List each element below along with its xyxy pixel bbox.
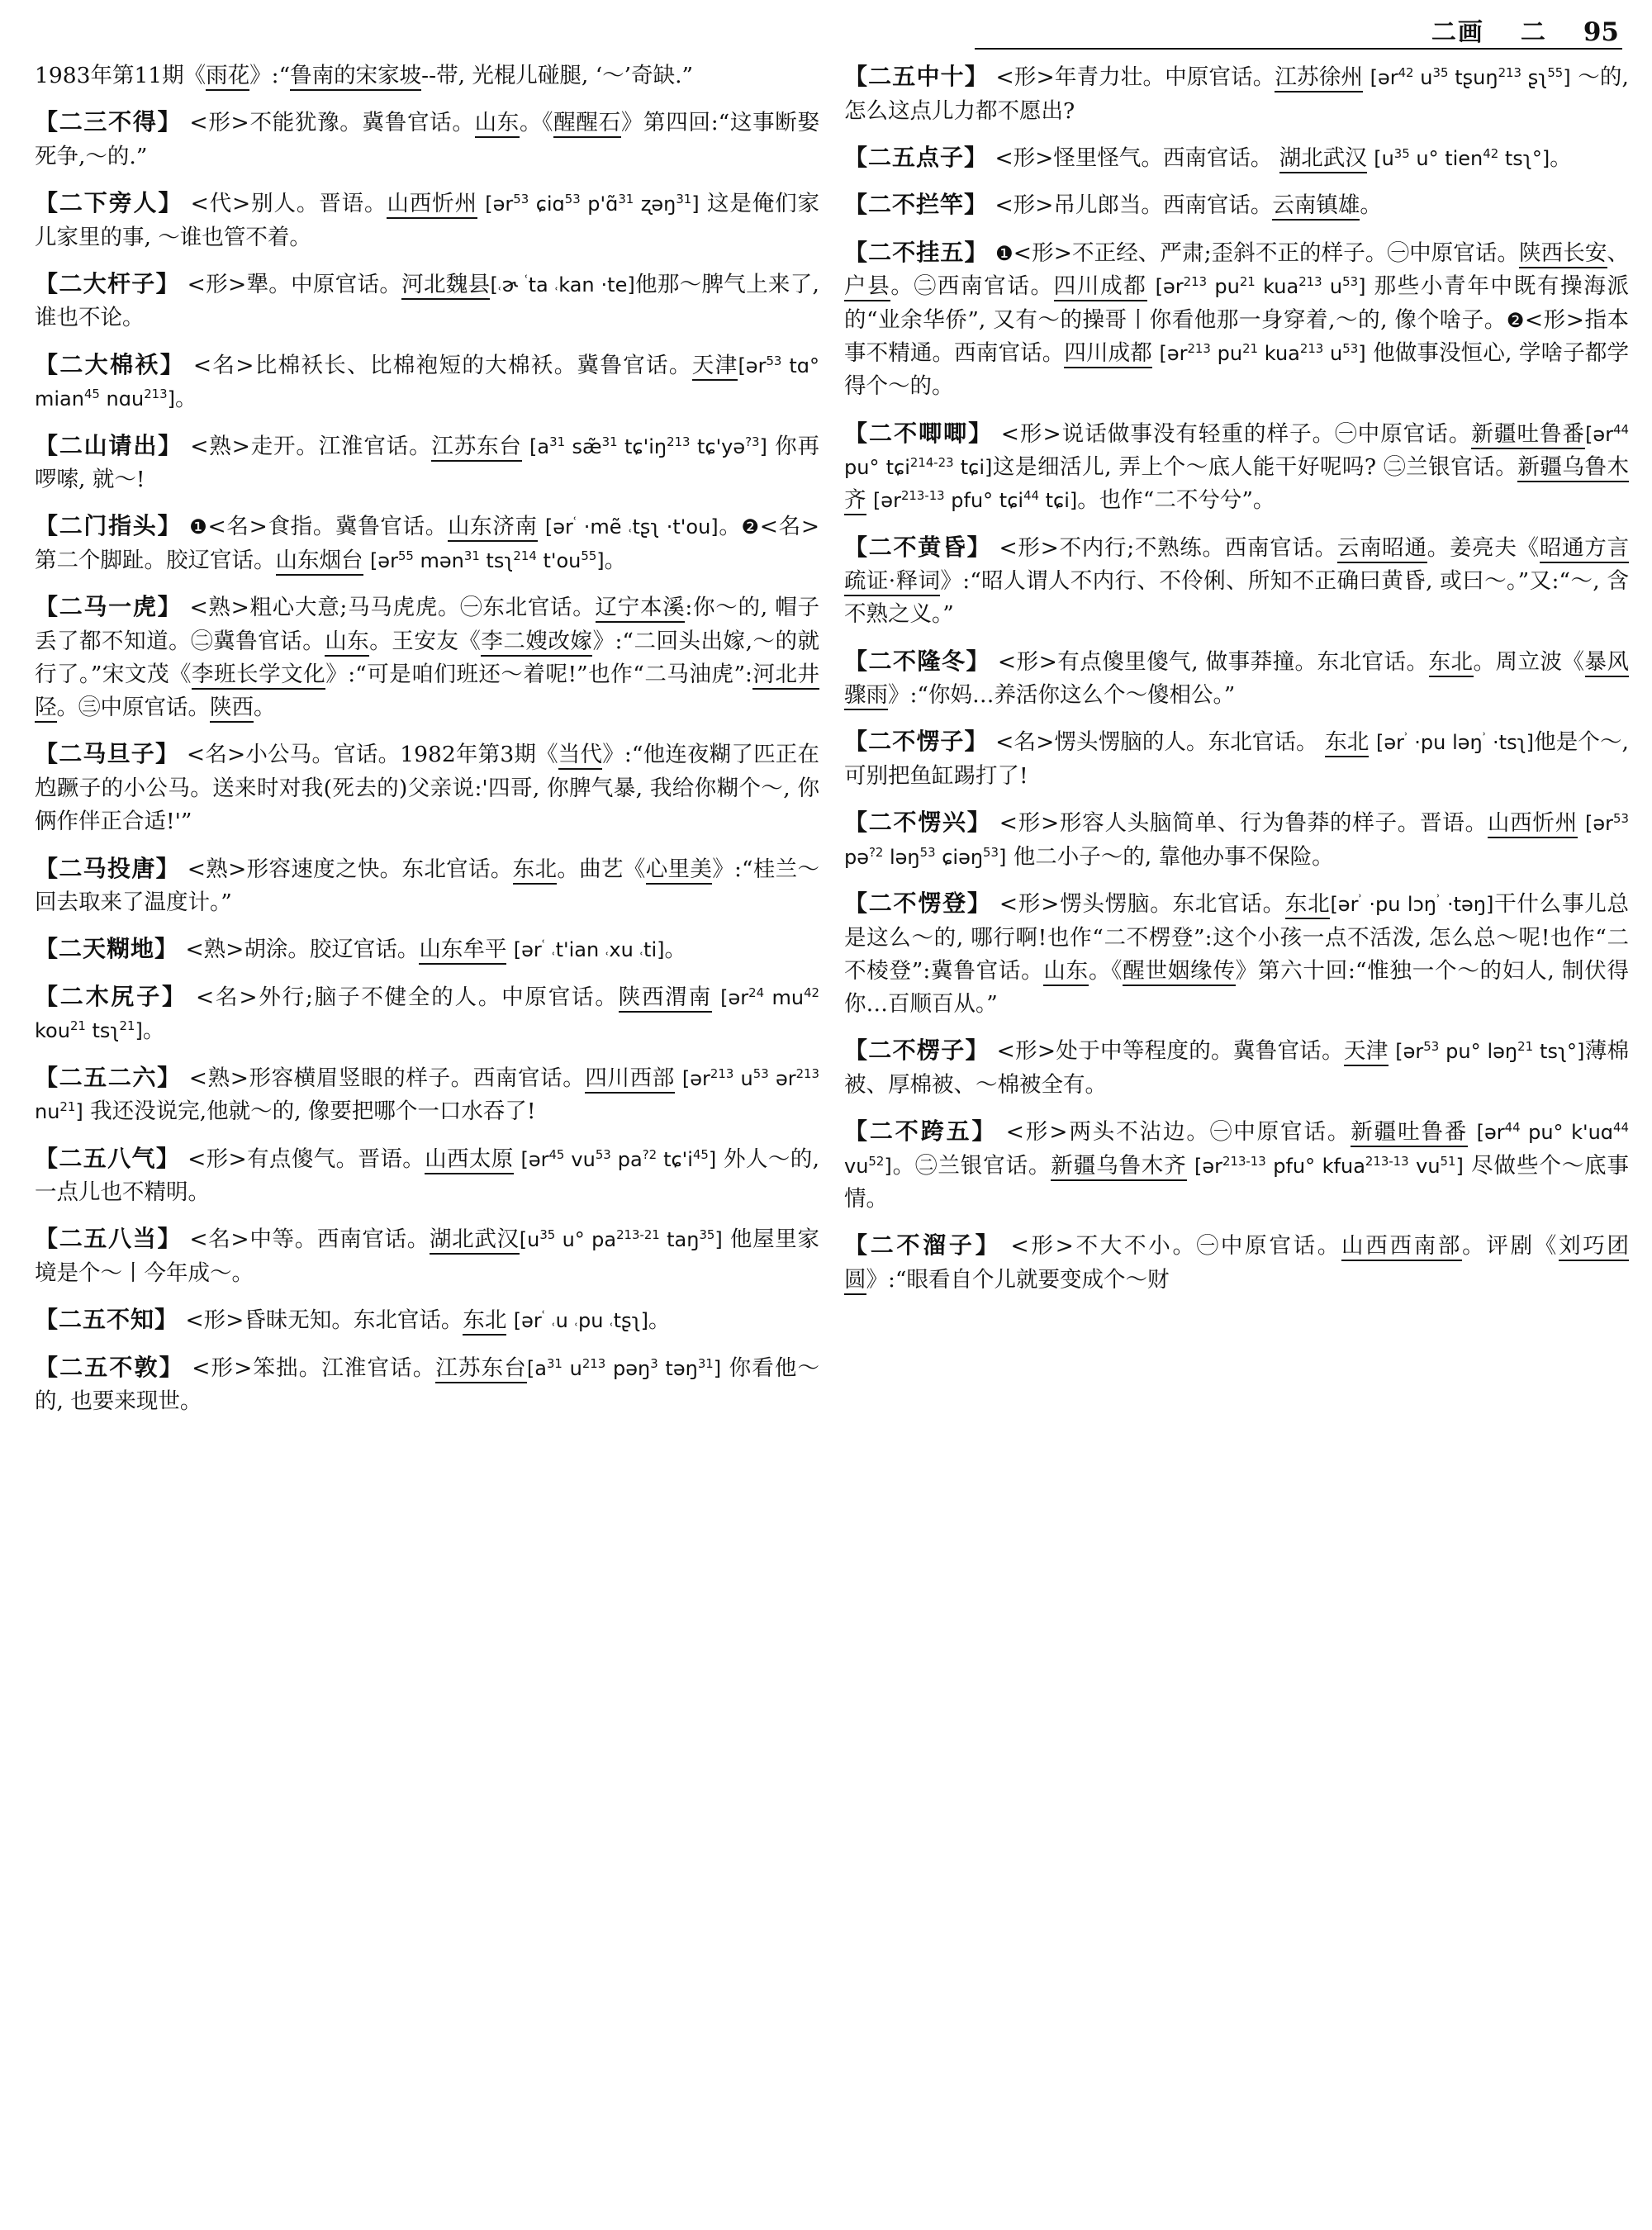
entry-text: 【二五八气】 <形>有点傻气。晋语。山西太原 [ər$^{45}$ $vu^{53}$ $pa^{?2}$ $tɕ'i^{45}$] 外人～的, 一点儿也不精明。 [35, 1144, 819, 1206]
entry-text: 【二木尻子】 <名>外行;脑子不健全的人。中原官话。陕西渭南 [ər$^{24}$ $mu^{42}$ kou$^{21}$ tsʅ$^{21}$]。 [35, 982, 819, 1044]
dictionary-entry [35, 1222, 819, 1290]
entry-text: 【二马一虎】 <熟>粗心大意;马马虎虎。㊀东北官话。辽宁本溪:你～的, 帽子丢了都不知道。㊁冀鲁官话。山东。王安友《李二嫂改嫁》:“二回头出嫁,～的就行了。”宋文茂《李班长学文化》:“可是咱们班还～着呢!”也作“二马油虎”:河北井陉。㊂中原官话。陕西。 [35, 590, 819, 724]
left-column [35, 59, 819, 2223]
entry-text: 【二门指头】 ❶<名>食指。冀鲁官话。山东济南 [ər$^ʿ$ ·mẽ $_ʿ$tʂʅ ·t'ou]。❷<名>第二个脚趾。胶辽官话。山东烟台 [ər$^{55}$ mən$^{31}$ tsʅ$^{214}$ $t'ou^{55}$]。 [35, 509, 819, 577]
entry-text: 【二五不知】 <形>昏昧无知。东北官话。东北 [ər$^ʿ$ $_ʿ$u $_ʿ$pu $_ʿ$tʂʅ]。 [35, 1306, 671, 1336]
entry-text: 【二五八当】 <名>中等。西南官话。湖北武汉[$u^{35}$ u° $pa^{213-21}$ taŋ$^{35}$] 他屋里家境是个～丨今年成～。 [35, 1225, 819, 1286]
header-divider [975, 48, 1622, 50]
header-labels [1431, 12, 1619, 48]
dictionary-entry [844, 805, 1629, 874]
dictionary-entry [844, 886, 1629, 1021]
right-column [844, 59, 1629, 2223]
dictionary-entry [35, 186, 819, 254]
dictionary-entry [844, 1228, 1629, 1297]
dictionary-entry [35, 932, 819, 967]
dictionary-entry [844, 644, 1629, 713]
entry-text: 【二不楞子】 <形>处于中等程度的。冀鲁官话。天津 [ər$^{53}$ pu° ləŋ$^{21}$ tsʅ°]薄棉被、厚棉被、～棉被全有。 [844, 1037, 1629, 1098]
entry-text: 【二不愣子】 <名>愣头愣脑的人。东北官话。 东北 [ər$^ʾ$ ·pu ləŋ$^ʾ$ ·tsʅ]他是个～, 可别把鱼缸踢打了! [844, 728, 1629, 790]
dictionary-entry [35, 590, 819, 724]
page-columns [0, 59, 1652, 2223]
header-radical-label: 二 [1520, 18, 1547, 47]
entry-text: 【二不愣登】 <形>愣头愣脑。东北官话。东北[ər$^ʾ$ ·pu lɔŋ$^ʾ$ ·təŋ]干什么事儿总是这么～的, 哪行啊!也作“二不楞登”:这个小孩一点不活泼, 怎么总～呢!也作“二不棱登”:冀鲁官话。山东。《醒世姻缘传》第六十回:“惟独一个～的妇人, 制伏得你…百顺百从。” [844, 890, 1629, 1018]
dictionary-entry [35, 509, 819, 577]
dictionary-entry [844, 1033, 1629, 1102]
entry-text: 【二不愣兴】 <形>形容人头脑简单、行为鲁莽的样子。晋语。山西忻州 [ər$^{53}$ pə$^{?2}$ ləŋ$^{53}$ ɕiəŋ$^{53}$] 他二小子～的, 靠他办事不保险。 [844, 809, 1629, 870]
entry-text: 【二马投唐】 <熟>形容速度之快。东北官话。东北。曲艺《心里美》:“桂兰～回去取来了温度计。” [35, 854, 819, 916]
entry-text: 1983年第11期《雨花》:“鲁南的宋家坡--带, 光棍儿碰腿, ‘～’奇缺.” [35, 59, 819, 93]
entry-text: 【二不唧唧】 <形>说话做事没有轻重的样子。㊀中原官话。新疆吐鲁番[ər$^{44}$ pu° tɕi$^{214-23}$ tɕi]这是细活儿, 弄上个～底人能干好呢吗? ㊁兰银官话。新疆乌鲁木齐 [ər$^{213-13}$ pfu° tɕi$^{44}$ tɕi]。也作“二不兮兮”。 [844, 416, 1629, 518]
dictionary-entry [35, 429, 819, 497]
entry-text: 【二三不得】 <形>不能犹豫。冀鲁官话。山东。《醒醒石》第四回:“这事断娶死争,～的.” [35, 108, 819, 169]
dictionary-entry [35, 267, 819, 335]
dictionary-entry [844, 140, 1629, 176]
entry-text: 【二不拦竿】 <形>吊儿郎当。西南官话。云南镇雄。 [844, 187, 1629, 223]
page-number: 95 [1583, 17, 1619, 47]
entry-text: 【二大棉袄】 <名>比棉袄长、比棉袍短的大棉袄。冀鲁官话。天津[ər$^{53}$ tɑ° mian$^{45}$ nɑu$^{213}$]。 [35, 350, 819, 412]
dictionary-entry [844, 530, 1629, 632]
dictionary-entry [844, 59, 1629, 128]
dictionary-entry [35, 852, 819, 920]
dictionary-entry [844, 724, 1629, 793]
dictionary-entry [35, 59, 819, 93]
entry-text: 【二不跨五】 <形>两头不沾边。㊀中原官话。新疆吐鲁番 [ər$^{44}$ pu° k'uɑ$^{44}$ $vu^{52}$]。㊁兰银官话。新疆乌鲁木齐 [ər$^{213-13}$ pfu° kfua$^{213-13}$ $vu^{51}$] 尽做些个～底事情。 [844, 1117, 1629, 1212]
page-header [0, 8, 1652, 51]
dictionary-entry [35, 348, 819, 416]
entry-text: 【二五中十】 <形>年青力壮。中原官话。江苏徐州 [ər$^{42}$ $u^{35}$ tʂuŋ$^{213}$ ʂʅ$^{55}$] ～的, 怎么这点儿力都不愿出? [844, 63, 1629, 124]
entry-text: 【二五点子】 <形>怪里怪气。西南官话。 湖北武汉 [$u^{35}$ u° tien$^{42}$ tsʅ°]。 [844, 140, 1629, 176]
entry-text: 【二大杆子】 <形>犟。中原官话。河北魏县[$_ʿɚ$ $^ʿ$ta $_ʿ$kan ·te]他那～脾气上来了, 谁也不论。 [35, 269, 819, 331]
dictionary-entry [35, 1302, 819, 1338]
dictionary-entry [35, 737, 819, 838]
entry-text: 【二山请出】 <熟>走开。江淮官话。江苏东台 [$a^{31}$ sæ̃$^{31}$ $tɕ'iŋ^{213}$ tɕ'yə$^{?3}$] 你再啰嗦, 就～! [35, 431, 819, 493]
entry-text: 【二五二六】 <熟>形容横眉竖眼的样子。西南官话。四川西部 [ər$^{213}$ $u^{53}$ ər$^{213}$ $nu^{21}$] 我还没说完,他就～的, 像要把哪个一口水吞了! [35, 1063, 819, 1125]
dictionary-entry [35, 980, 819, 1048]
dictionary-entry [844, 416, 1629, 518]
entry-text: 【二天糊地】 <熟>胡涂。胶辽官话。山东牟平 [ər$^ʿ$ $_ʿ$t'ian $_ʿ$xu $_ʿ$ti]。 [35, 935, 686, 966]
entry-text: 【二不溜子】 <形>不大不小。㊀中原官话。山西西南部。评剧《刘巧团圆》:“眼看自个儿就要变成个～财 [844, 1228, 1629, 1297]
dictionary-entry [844, 1114, 1629, 1216]
entry-text: 【二马旦子】 <名>小公马。官话。1982年第3期《当代》:“他连夜糊了匹正在尥蹶子的小公马。送来时对我(死去的)父亲说:'四哥, 你脾气暴, 我给你糊个～, 你俩作伴正合适!'” [35, 740, 819, 835]
dictionary-entry [844, 235, 1629, 404]
header-stroke-label: 二画 [1431, 18, 1484, 47]
entry-text: 【二不黄昏】 <形>不内行;不熟练。西南官话。云南昭通。姜亮夫《昭通方言疏证·释词》:“昭人谓人不内行、不伶俐、所知不正确曰黄昏, 或曰～。”又:“～, 含不熟之义。” [844, 533, 1629, 628]
entry-text: 【二不隆冬】 <形>有点傻里傻气, 做事莽撞。东北官话。东北。周立波《暴风骤雨》:“你妈…养活你这么个～傻相公。” [844, 644, 1629, 713]
dictionary-entry [35, 1141, 819, 1210]
dictionary-entry [844, 187, 1629, 223]
entry-text: 【二不挂五】 ❶<形>不正经、严肃;歪斜不正的样子。㊀中原官话。陕西长安、户县。㊁西南官话。四川成都 [ər$^{213}$ $pu^{21}$ kua$^{213}$ $u^{53}$] 那些小青年中既有操海派的“业余华侨”, 又有～的操哥丨你看他那一身穿着,～的, 像个啥子。❷<形>指本事不精通。西南官话。四川成都 [ər$^{213}$ $pu^{21}$ kua$^{213}$ $u^{53}$] 他做事没恒心, 学啥子都学得个～的。 [844, 238, 1629, 400]
dictionary-entry [35, 1350, 819, 1419]
entry-text: 【二下旁人】 <代>别人。晋语。山西忻州 [ər$^{53}$ ɕiɑ$^{53}$ p'ɑ̃$^{31}$ ʐəŋ$^{31}$] 这是俺们家儿家里的事, ～谁也管不着。 [35, 189, 819, 250]
entry-text: 【二五不敦】 <形>笨拙。江淮官话。江苏东台[$a^{31}$ $u^{213}$ pəŋ$^3$ təŋ$^{31}$] 你看他～的, 也要来现世。 [35, 1353, 819, 1415]
dictionary-entry [35, 105, 819, 173]
dictionary-entry [35, 1060, 819, 1129]
